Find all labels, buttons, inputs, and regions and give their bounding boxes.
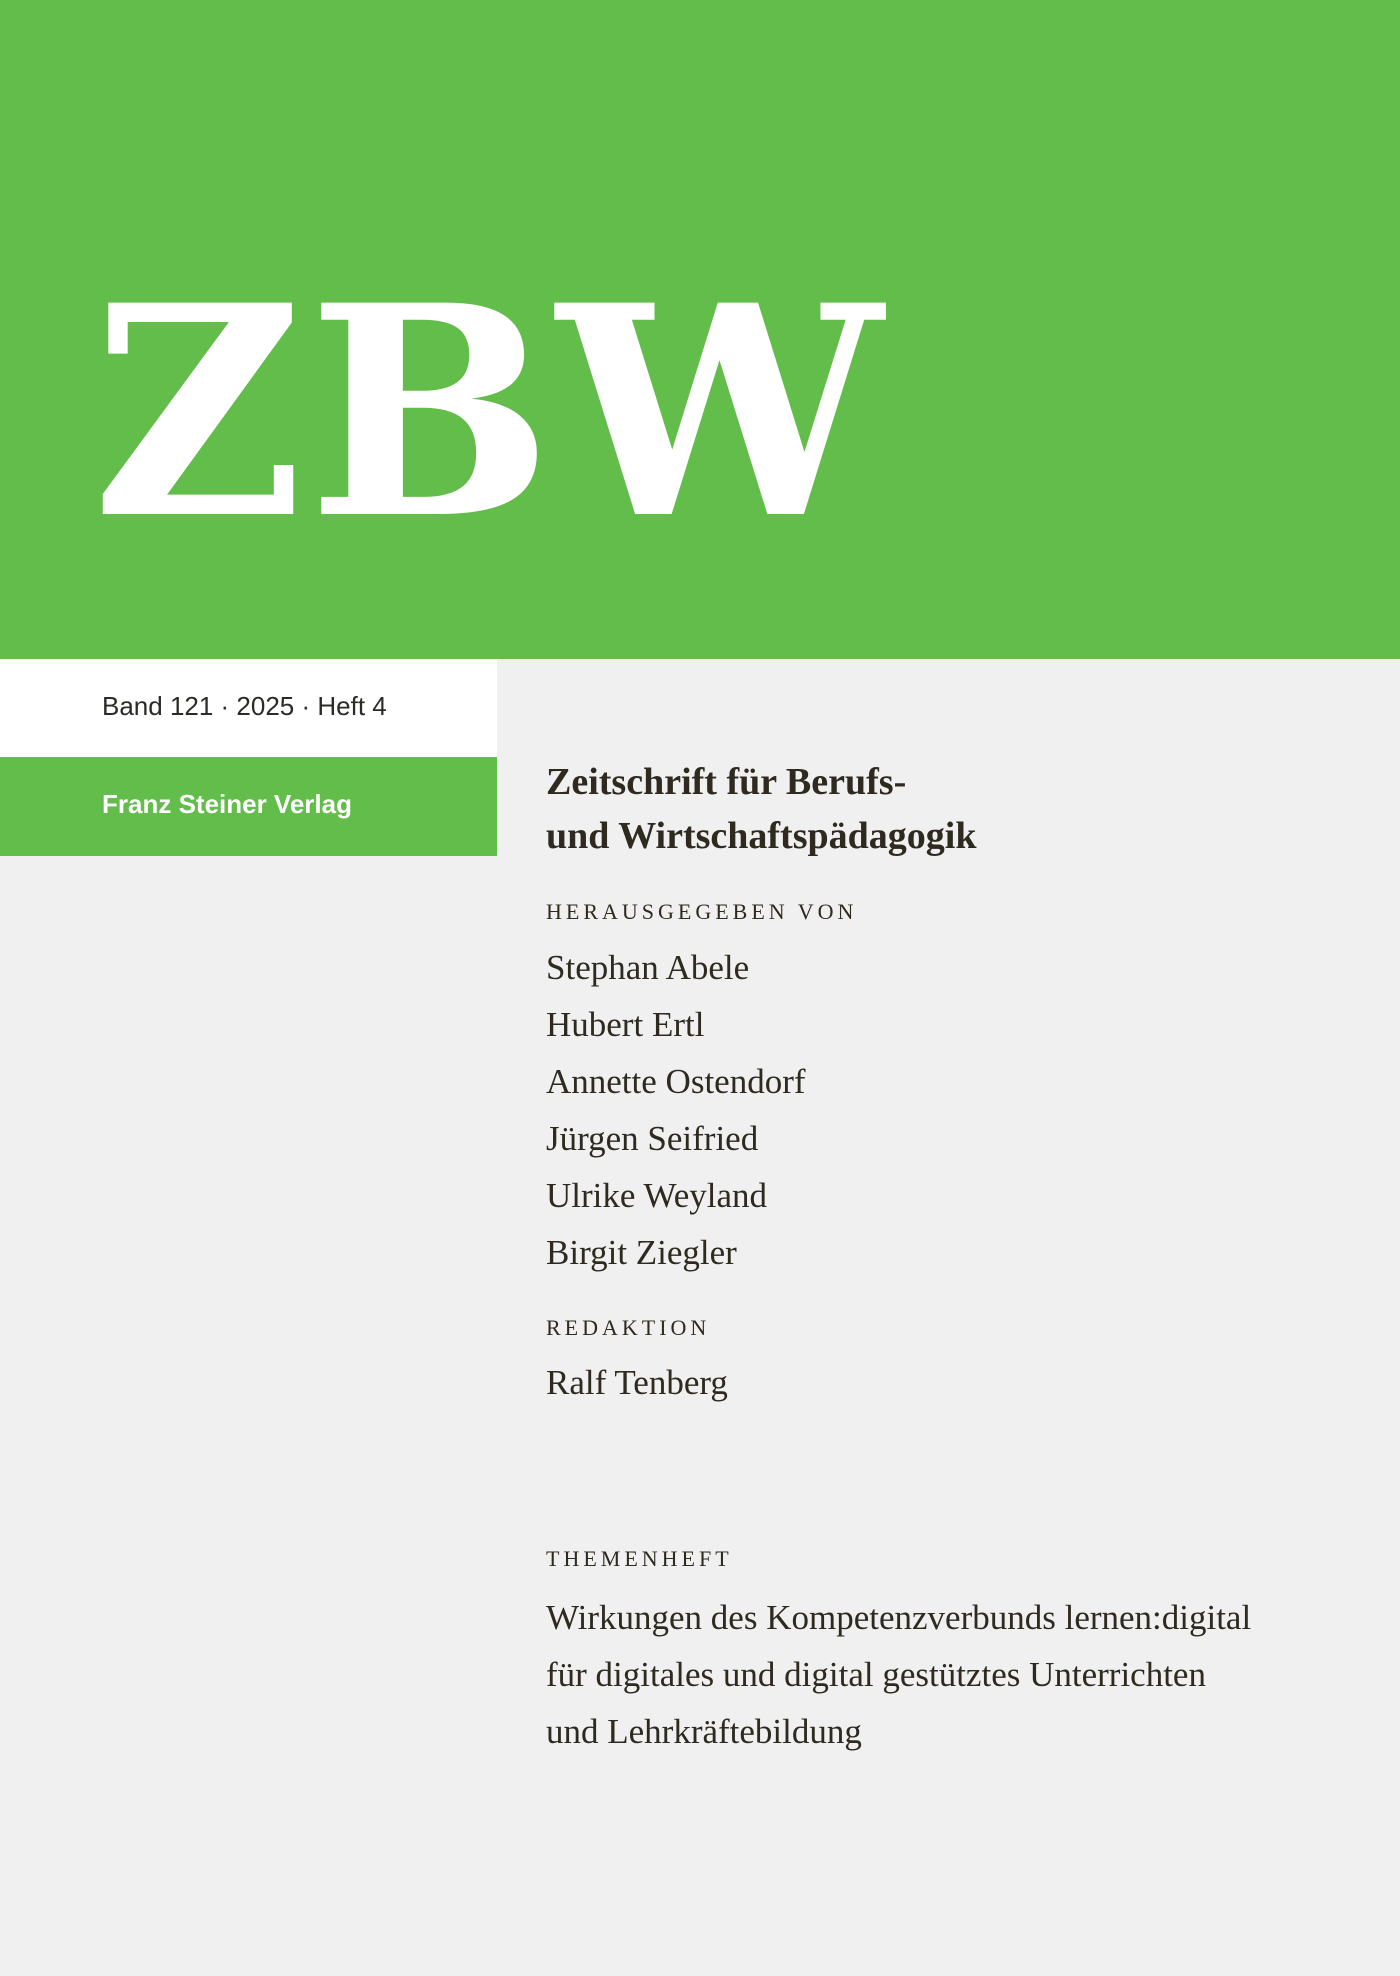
editor-name: Ulrike Weyland — [546, 1176, 768, 1215]
theme-title — [546, 1589, 1251, 1760]
publisher-name: Franz Steiner Verlag — [102, 789, 352, 819]
editor-name: Jürgen Seifried — [546, 1119, 759, 1158]
theme-title-line: und Lehrkräftebildung — [546, 1712, 862, 1751]
theme-label: THEMENHEFT — [546, 1546, 733, 1571]
issue-info: Band 121 · 2025 · Heft 4 — [102, 691, 387, 721]
editor-name: Birgit Ziegler — [546, 1233, 737, 1272]
theme-title-line: für digitales und digital gestütztes Unterrichten — [546, 1655, 1206, 1694]
editors-list — [546, 939, 806, 1281]
journal-title — [546, 755, 976, 863]
redaktion-list — [546, 1354, 728, 1411]
journal-title-line: und Wirtschaftspädagogik — [546, 815, 977, 857]
editor-name: Annette Ostendorf — [546, 1062, 806, 1101]
journal-title-line: Zeitschrift für Berufs- — [546, 761, 907, 803]
editor-name: Hubert Ertl — [546, 1005, 705, 1044]
editor-name: Stephan Abele — [546, 948, 750, 987]
journal-logo: ZBW — [92, 243, 887, 583]
redaktion-name: Ralf Tenberg — [546, 1363, 728, 1402]
redaktion-label: REDAKTION — [546, 1315, 711, 1340]
editors-label: HERAUSGEGEBEN VON — [546, 899, 858, 924]
theme-title-line: Wirkungen des Kompetenzverbunds lernen:digital — [546, 1598, 1252, 1637]
